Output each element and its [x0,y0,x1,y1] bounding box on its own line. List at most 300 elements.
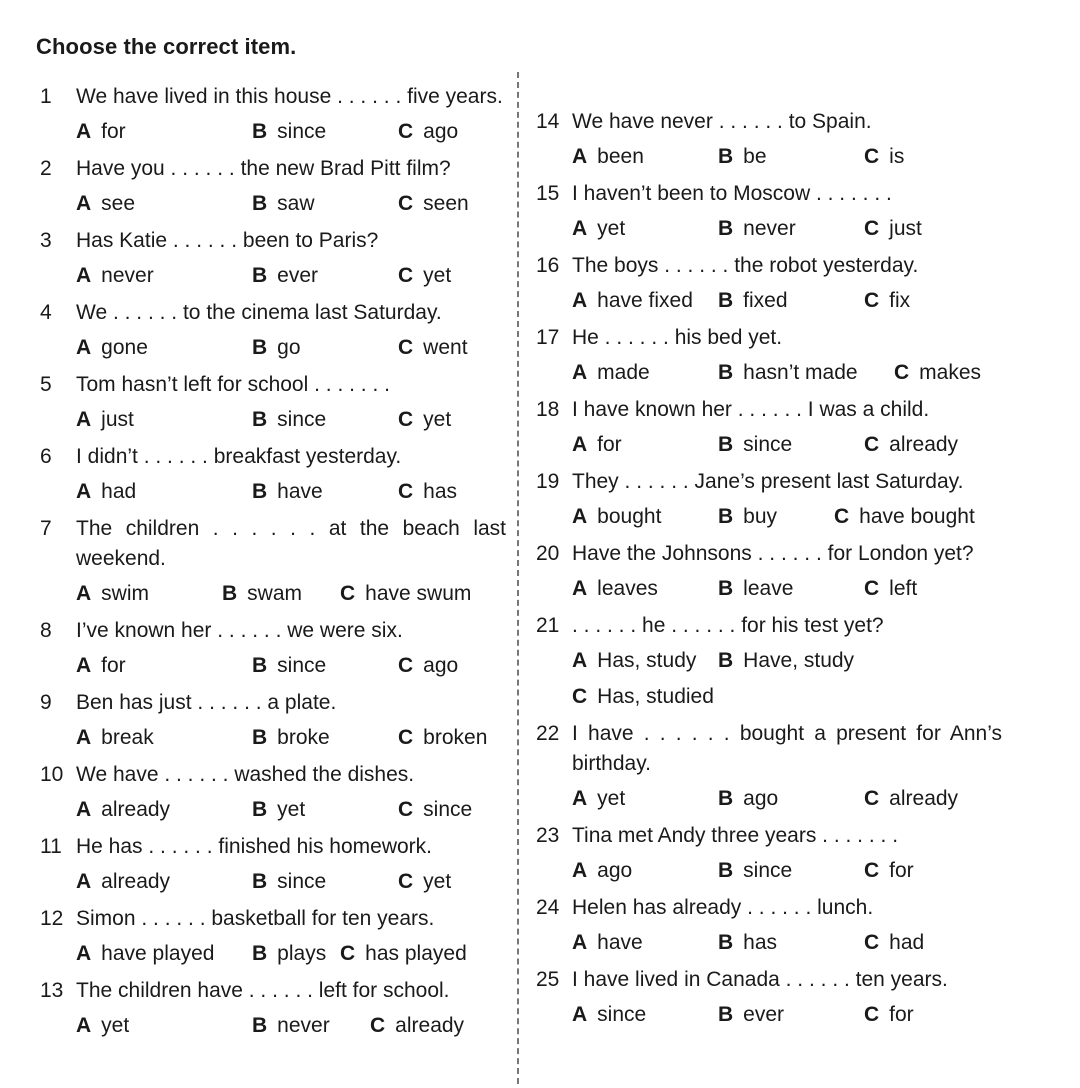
option-text: hasn’t made [743,361,858,384]
question-number: 9 [40,691,52,714]
question-item [536,539,1006,606]
left-column [40,82,510,1048]
option-c[interactable] [398,331,468,365]
question-item [40,154,510,221]
option-a[interactable] [572,356,650,390]
option-text: have played [101,942,215,965]
answer-options [572,428,1006,462]
option-letter: A [76,942,92,965]
question-number: 24 [536,896,560,919]
option-letter: A [76,336,92,359]
option-text: fixed [743,289,788,312]
question-text: They . . . . . . Jane’s present last Saturday. [572,470,964,493]
option-text: just [101,408,134,431]
option-b[interactable] [718,284,788,318]
option-a[interactable] [76,721,154,755]
option-letter: C [398,336,414,359]
question-text: Simon . . . . . . basketball for ten years. [76,907,435,930]
option-b[interactable] [222,577,302,611]
option-text: since [743,859,793,882]
option-c[interactable] [398,865,451,899]
question-item [40,832,510,899]
option-b[interactable] [718,140,767,174]
option-letter: A [572,433,588,456]
option-text: swim [101,582,149,605]
question-number: 15 [536,182,560,205]
question-text: The children . . . . . . at the beach last weekend. [76,517,506,570]
option-letter: B [718,433,734,456]
question-item [536,965,1006,1032]
option-letter: B [252,942,268,965]
option-text: already [889,433,959,456]
option-letter: B [718,649,734,672]
option-text: since [423,798,473,821]
question-text: I have lived in Canada . . . . . . ten years. [572,968,948,991]
option-c[interactable] [370,1009,464,1043]
option-letter: A [572,577,588,600]
option-letter: A [572,145,588,168]
answer-options [76,721,510,755]
option-text: be [743,145,767,168]
question-text: We have . . . . . . washed the dishes. [76,763,415,786]
option-letter: C [572,685,588,708]
question-number: 5 [40,373,52,396]
option-c[interactable] [864,140,904,174]
option-letter: C [864,145,880,168]
option-letter: C [398,408,414,431]
question-number: 12 [40,907,64,930]
question-item [536,893,1006,960]
option-a[interactable] [76,187,135,221]
option-letter: C [398,870,414,893]
option-b[interactable] [252,331,301,365]
question-number: 2 [40,157,52,180]
option-a[interactable] [76,577,149,611]
question-text: I have . . . . . . bought a present for Ann’s birthday. [572,722,1002,775]
option-a[interactable] [572,998,646,1032]
answer-options [572,500,1006,534]
option-a[interactable] [572,500,661,534]
option-c[interactable] [398,403,451,437]
option-letter: B [718,289,734,312]
option-letter: A [76,480,92,503]
option-text: just [889,217,922,240]
option-b[interactable] [718,500,777,534]
option-c[interactable] [398,115,458,149]
option-b[interactable] [718,572,793,606]
option-c[interactable] [864,998,914,1032]
option-letter: C [398,264,414,287]
option-text: for [597,433,622,456]
option-b[interactable] [718,212,796,246]
option-text: leave [743,577,794,600]
option-letter: B [222,582,238,605]
question-text: We have lived in this house . . . . . . five years. [76,85,503,108]
option-letter: C [398,120,414,143]
option-letter: C [340,582,356,605]
question-text: The boys . . . . . . the robot yesterday. [572,254,919,277]
option-text: has [423,480,458,503]
option-text: went [423,336,468,359]
option-a[interactable] [572,212,625,246]
right-column [536,107,1006,1037]
option-letter: A [572,1003,588,1026]
question-text: He has . . . . . . finished his homework. [76,835,432,858]
answer-options [76,793,510,827]
answer-options [76,259,510,293]
option-a[interactable] [572,428,622,462]
question-item [40,226,510,293]
question-text: The children have . . . . . . left for school. [76,979,450,1002]
option-text: since [277,870,327,893]
option-text: Has, studied [597,685,714,708]
option-letter: C [398,798,414,821]
option-a[interactable] [572,140,644,174]
option-letter: A [76,120,92,143]
question-number: 6 [40,445,52,468]
option-b[interactable] [718,356,858,390]
option-c[interactable] [864,572,917,606]
answer-options [572,782,1006,816]
option-letter: B [718,931,734,954]
option-b[interactable] [252,403,326,437]
option-letter: A [76,798,92,821]
option-text: since [277,408,327,431]
option-letter: C [398,480,414,503]
option-letter: C [864,217,880,240]
option-text: have swum [365,582,472,605]
question-text: Helen has already . . . . . . lunch. [572,896,874,919]
question-number: 1 [40,85,52,108]
answer-options [572,998,1006,1032]
question-item [40,298,510,365]
option-b[interactable] [252,865,326,899]
option-letter: B [252,192,268,215]
option-a[interactable] [76,649,126,683]
option-c[interactable] [894,356,981,390]
option-c[interactable] [864,212,922,246]
option-text: yet [101,1014,130,1037]
option-text: buy [743,505,778,528]
question-number: 3 [40,229,52,252]
option-c[interactable] [398,475,457,509]
option-text: break [101,726,154,749]
option-letter: C [864,1003,880,1026]
answer-options [572,284,1006,318]
question-text: We . . . . . . to the cinema last Saturday. [76,301,442,324]
option-c[interactable] [864,284,910,318]
option-letter: A [76,870,92,893]
option-letter: B [252,726,268,749]
question-text: Tom hasn’t left for school . . . . . . . [76,373,390,396]
option-b[interactable] [252,259,318,293]
answer-options [76,403,510,437]
option-letter: B [718,577,734,600]
option-text: had [101,480,137,503]
option-a[interactable] [76,403,134,437]
option-text: made [597,361,650,384]
option-text: since [597,1003,647,1026]
question-item [40,688,510,755]
option-c[interactable] [864,926,924,960]
option-text: gone [101,336,148,359]
option-text: ago [423,654,459,677]
question-number: 22 [536,722,560,745]
question-number: 8 [40,619,52,642]
option-c[interactable] [864,428,958,462]
option-text: left [889,577,918,600]
question-item [536,467,1006,534]
option-text: ever [277,264,319,287]
question-number: 18 [536,398,560,421]
option-b[interactable] [252,1009,330,1043]
option-text: for [889,859,914,882]
option-a[interactable] [76,259,154,293]
option-letter: B [252,870,268,893]
option-text: already [101,798,171,821]
option-b[interactable] [252,115,326,149]
option-letter: A [76,654,92,677]
question-item [40,370,510,437]
option-a[interactable] [76,331,148,365]
option-text: yet [597,217,626,240]
question-item [536,179,1006,246]
answer-options [76,649,510,683]
option-text: Has, study [597,649,697,672]
option-letter: A [76,192,92,215]
option-letter: C [864,289,880,312]
question-item [536,323,1006,390]
question-number: 17 [536,326,560,349]
option-letter: B [718,859,734,882]
option-a[interactable] [76,865,170,899]
option-text: fix [889,289,911,312]
option-a[interactable] [572,926,643,960]
option-letter: B [252,264,268,287]
option-a[interactable] [76,115,126,149]
question-number: 14 [536,110,560,133]
option-c[interactable] [398,187,469,221]
option-text: swam [247,582,303,605]
option-text: already [395,1014,465,1037]
question-item [40,442,510,509]
option-text: broke [277,726,330,749]
option-text: saw [277,192,315,215]
question-item [536,611,1006,714]
option-b[interactable] [252,793,305,827]
question-item [40,976,510,1043]
option-text: for [889,1003,914,1026]
option-text: yet [423,264,452,287]
option-b[interactable] [718,998,784,1032]
option-text: go [277,336,301,359]
question-item [536,821,1006,888]
option-letter: A [572,649,588,672]
option-a[interactable] [572,644,696,678]
answer-options [76,475,510,509]
question-text: Have the Johnsons . . . . . . for London yet? [572,542,974,565]
option-c[interactable] [340,577,471,611]
option-text: for [101,120,126,143]
question-text: I didn’t . . . . . . breakfast yesterday. [76,445,402,468]
answer-options [76,187,510,221]
option-text: yet [597,787,626,810]
option-letter: B [718,361,734,384]
option-text: has [743,931,778,954]
option-text: plays [277,942,327,965]
question-number: 13 [40,979,64,1002]
option-b[interactable] [718,926,777,960]
option-text: yet [277,798,306,821]
option-letter: A [572,217,588,240]
question-number: 10 [40,763,64,786]
option-letter: C [398,654,414,677]
question-item [40,760,510,827]
option-text: has played [365,942,467,965]
option-b[interactable] [718,644,854,678]
option-letter: B [252,798,268,821]
question-number: 4 [40,301,52,324]
question-number: 23 [536,824,560,847]
option-text: Have, study [743,649,855,672]
option-a[interactable] [76,1009,129,1043]
option-letter: A [76,408,92,431]
option-letter: A [572,505,588,528]
option-letter: C [864,787,880,810]
option-b[interactable] [718,782,778,816]
question-item [40,616,510,683]
option-a[interactable] [76,937,214,971]
option-text: makes [919,361,982,384]
option-b[interactable] [252,721,330,755]
option-letter: C [398,726,414,749]
answer-options [572,854,1006,888]
option-letter: B [718,145,734,168]
option-c[interactable] [572,680,714,714]
option-c[interactable] [340,937,467,971]
option-text: seen [423,192,469,215]
option-c[interactable] [398,649,458,683]
option-text: already [889,787,959,810]
answer-options [572,140,1006,174]
option-a[interactable] [76,475,136,509]
option-c[interactable] [834,500,975,534]
question-item [536,107,1006,174]
question-text: Has Katie . . . . . . been to Paris? [76,229,379,252]
answer-options [76,937,510,971]
option-a[interactable] [76,793,170,827]
option-b[interactable] [252,649,326,683]
question-text: . . . . . . he . . . . . . for his test yet? [572,614,884,637]
option-letter: C [864,931,880,954]
question-text: I haven’t been to Moscow . . . . . . . [572,182,892,205]
question-text: Have you . . . . . . the new Brad Pitt film? [76,157,451,180]
option-text: never [743,217,796,240]
option-letter: A [572,859,588,882]
option-letter: B [252,1014,268,1037]
option-text: ago [423,120,459,143]
option-text: ever [743,1003,785,1026]
option-text: have bought [859,505,975,528]
question-item [40,82,510,149]
question-text: He . . . . . . his bed yet. [572,326,783,349]
option-letter: B [718,505,734,528]
option-text: for [101,654,126,677]
option-letter: A [76,726,92,749]
answer-options [572,356,1006,390]
option-letter: B [252,480,268,503]
option-text: ago [743,787,779,810]
option-text: never [277,1014,330,1037]
option-text: been [597,145,644,168]
option-letter: A [76,264,92,287]
option-text: since [743,433,793,456]
option-letter: A [572,787,588,810]
option-b[interactable] [252,937,326,971]
option-a[interactable] [572,782,625,816]
option-c[interactable] [398,259,451,293]
question-text: We have never . . . . . . to Spain. [572,110,872,133]
option-text: have [597,931,643,954]
question-number: 25 [536,968,560,991]
option-a[interactable] [572,284,693,318]
option-b[interactable] [718,428,792,462]
option-letter: C [340,942,356,965]
option-text: have [277,480,323,503]
question-item [40,904,510,971]
option-b[interactable] [252,475,323,509]
option-letter: B [718,787,734,810]
option-letter: B [252,408,268,431]
question-item [536,251,1006,318]
option-letter: B [718,217,734,240]
option-letter: C [834,505,850,528]
option-a[interactable] [572,572,658,606]
option-letter: C [398,192,414,215]
option-letter: C [864,577,880,600]
option-letter: C [370,1014,386,1037]
answer-options [572,212,1006,246]
answer-options [572,644,1006,714]
option-c[interactable] [398,793,472,827]
option-letter: C [864,859,880,882]
question-number: 11 [40,835,62,858]
option-c[interactable] [864,854,914,888]
answer-options [572,572,1006,606]
option-text: is [889,145,905,168]
option-letter: A [572,289,588,312]
page-title: Choose the correct item. [36,34,297,59]
question-number: 7 [40,517,52,540]
question-text: Tina met Andy three years . . . . . . . [572,824,899,847]
option-letter: C [894,361,910,384]
option-text: ago [597,859,633,882]
answer-options [76,115,510,149]
question-number: 20 [536,542,560,565]
option-b[interactable] [718,854,792,888]
option-c[interactable] [864,782,958,816]
question-item [536,719,1006,816]
option-b[interactable] [252,187,315,221]
option-a[interactable] [572,854,632,888]
option-letter: A [76,582,92,605]
option-text: see [101,192,136,215]
column-divider [517,72,519,1084]
option-text: have fixed [597,289,693,312]
question-number: 19 [536,470,560,493]
question-number: 16 [536,254,560,277]
option-c[interactable] [398,721,487,755]
